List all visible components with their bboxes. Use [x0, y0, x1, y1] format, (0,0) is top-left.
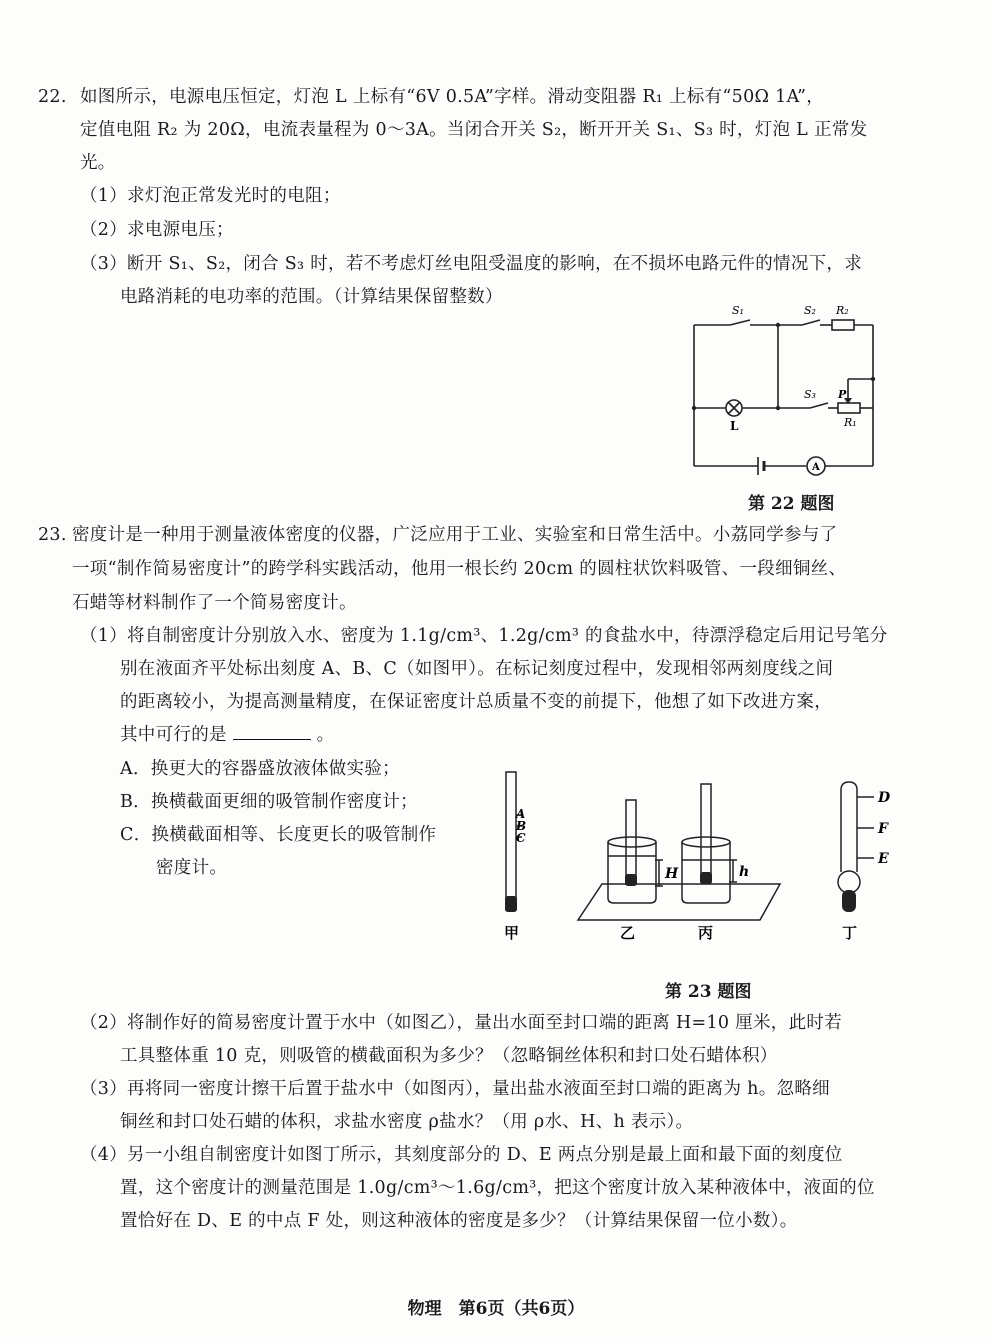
label-yi: 乙 — [620, 924, 636, 942]
q23-part4-a: （4）另一小组自制密度计如图丁所示，其刻度部分的 D、E 两点分别是最上面和最下面的刻度位 — [80, 1145, 843, 1165]
label-s3: S₃ — [804, 388, 816, 401]
option-c-1: C．换横截面相等、长度更长的吸管制作 — [120, 825, 437, 845]
hydrometer-figure — [490, 760, 910, 950]
page-footer: 物理 第6页（共6页） — [407, 1299, 585, 1319]
label-bing: 丙 — [698, 924, 714, 942]
q22-number: 22. — [38, 87, 67, 107]
q23-part4-c: 置恰好在 D、E 的中点 F 处，则这种液体的密度是多少？（计算结果保留一位小数）。 — [120, 1211, 798, 1231]
q23-part1-d — [120, 724, 334, 746]
q23-part1-d-end: 。 — [316, 725, 335, 745]
label-h-small: h — [739, 864, 750, 880]
figure-23-caption: 第 23 题图 — [665, 982, 752, 1002]
label-p: P — [838, 388, 847, 401]
label-a: A — [516, 807, 526, 821]
answer-blank[interactable] — [233, 725, 311, 740]
circuit-diagram — [670, 300, 900, 480]
q22-line-1: 如图所示，电源电压恒定，灯泡 L 上标有“6V 0.5A”字样。滑动变阻器 R₁ 上标有“50Ω 1A”， — [80, 87, 825, 107]
label-f: F — [878, 821, 888, 837]
q23-part1-d-text: 其中可行的是 — [120, 725, 227, 745]
label-ammeter: A — [812, 462, 820, 473]
label-c: C — [516, 831, 526, 845]
label-r1: R₁ — [844, 416, 857, 429]
q23-line-2: 一项“制作简易密度计”的跨学科实践活动，他用一根长约 20cm 的圆柱状饮料吸管、一段细铜丝、 — [72, 559, 847, 579]
q23-part1-c: 的距离较小，为提高测量精度，在保证密度计总质量不变的前提下，他想了如下改进方案， — [120, 692, 832, 712]
label-s2: S₂ — [804, 304, 816, 317]
figure-22-caption: 第 22 题图 — [748, 494, 835, 514]
q23-number: 23. — [38, 525, 67, 545]
label-lamp: L — [730, 419, 739, 433]
label-b: B — [516, 819, 527, 833]
q22-sub-1: （1）求灯泡正常发光时的电阻； — [80, 186, 341, 206]
option-c-2: 密度计。 — [156, 858, 228, 878]
q23-line-1: 密度计是一种用于测量液体密度的仪器，广泛应用于工业、实验室和日常生活中。小荔同学参与了 — [72, 525, 838, 545]
option-a: A．换更大的容器盛放液体做实验； — [120, 759, 400, 779]
q23-part1-b: 别在液面齐平处标出刻度 A、B、C（如图甲）。在标记刻度过程中，发现相邻两刻度线之间 — [120, 659, 834, 679]
q23-part2-a: （2）将制作好的简易密度计置于水中（如图乙），量出水面至封口端的距离 H=10 厘米，此时若 — [80, 1013, 842, 1033]
q22-sub-3a: （3）断开 S₁、S₂，闭合 S₃ 时，若不考虑灯丝电阻受温度的影响，在不损坏电路元件的情况下，求 — [80, 254, 863, 274]
label-s1: S₁ — [732, 304, 744, 317]
q23-part1-a: （1）将自制密度计分别放入水、密度为 1.1g/cm³、1.2g/cm³ 的食盐水中，待漂浮稳定后用记号笔分 — [80, 626, 888, 646]
q22-line-2: 定值电阻 R₂ 为 20Ω，电流表量程为 0～3A。当闭合开关 S₂，断开开关 S₁、S₃ 时，灯泡 L 正常发 — [80, 120, 868, 140]
q22-sub-3b: 电路消耗的电功率的范围。（计算结果保留整数） — [120, 287, 503, 307]
q22-sub-2: （2）求电源电压； — [80, 220, 234, 240]
label-e: E — [878, 851, 889, 867]
q23-part3-a: （3）再将同一密度计擦干后置于盐水中（如图丙），量出盐水液面至封口端的距离为 h。忽略细 — [80, 1079, 830, 1099]
q22-line-3: 光。 — [80, 153, 116, 173]
option-b: B．换横截面更细的吸管制作密度计； — [120, 792, 418, 812]
q23-line-3: 石蜡等材料制作了一个简易密度计。 — [72, 593, 357, 613]
label-ding: 丁 — [842, 924, 858, 942]
label-r2: R₂ — [836, 304, 849, 317]
label-jia: 甲 — [504, 924, 520, 942]
label-h-big: H — [665, 866, 679, 882]
q23-part3-b: 铜丝和封口处石蜡的体积，求盐水密度 ρ盐水？（用 ρ水、H、h 表示）。 — [120, 1112, 694, 1132]
q23-part2-b: 工具整体重 10 克，则吸管的横截面积为多少？（忽略铜丝体积和封口处石蜡体积） — [120, 1046, 778, 1066]
label-d: D — [878, 790, 891, 806]
q23-part4-b: 置，这个密度计的测量范围是 1.0g/cm³～1.6g/cm³，把这个密度计放入某种液体中，液面的位 — [120, 1178, 875, 1198]
